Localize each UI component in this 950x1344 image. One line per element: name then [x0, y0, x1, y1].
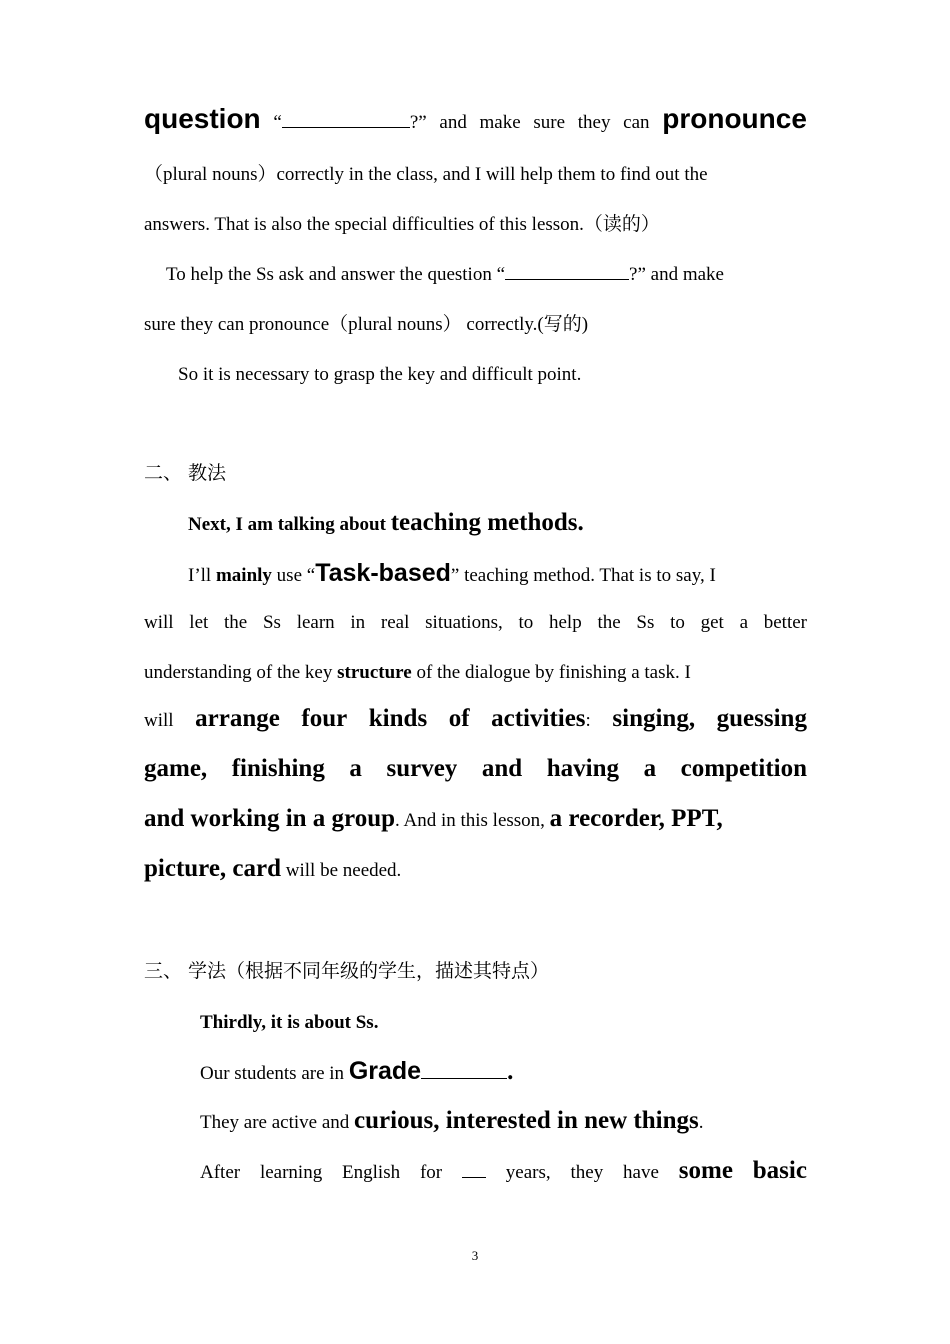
- keyword-mainly: mainly: [215, 565, 272, 586]
- teaching-para-1: I’ll mainly use “Task-based” teaching method. That is to say, I: [188, 559, 716, 587]
- keyword-teaching-methods: teaching methods.: [390, 509, 584, 536]
- text-line-2: （plural nouns）correctly in the class, and I will help them to find out the: [144, 164, 708, 185]
- teaching-para-6: and working in a group. And in this lesson, a recorder, PPT,: [144, 805, 723, 832]
- text-line-5: sure they can pronounce（plural nouns） correctly.(写的): [144, 314, 589, 335]
- teaching-para-5: game, finishing a survey and having a competition: [144, 755, 807, 782]
- keyword-question: question: [144, 103, 261, 134]
- word: sure: [533, 112, 566, 133]
- open-quote: “ ?”: [273, 112, 427, 133]
- keyword-task-based: Task-based: [315, 559, 451, 587]
- grade-blank: [421, 1077, 507, 1079]
- teaching-intro: [188, 508, 807, 540]
- word: and: [439, 112, 467, 133]
- years-blank: [462, 1176, 486, 1178]
- intro-text: Next, I am talking about: [188, 514, 386, 535]
- question-lead: To help the Ss ask and answer the question “ ?” and make: [166, 264, 724, 285]
- section-heading-learning: 三、 学法（根据不同年级的学生，描述其特点）: [144, 960, 550, 982]
- learning-years-line: After learning English for years, they have some basic: [200, 1157, 807, 1184]
- keyword-curious: curious, interested in new things: [354, 1107, 699, 1134]
- word: can: [623, 112, 650, 133]
- word: make: [479, 112, 521, 133]
- keyword-pronounce: pronounce: [662, 103, 807, 134]
- text-line-3: answers. That is also the special difficulties of this lesson.（读的）: [144, 214, 660, 235]
- answer-blank: [505, 278, 629, 280]
- keyword-structure: structure: [337, 662, 412, 683]
- active-line: They are active and curious, interested in new things.: [200, 1107, 704, 1134]
- word: they: [577, 112, 611, 133]
- learning-intro: Thirdly, it is about Ss.: [200, 1012, 379, 1033]
- teaching-para-7: picture, card will be needed.: [144, 855, 402, 882]
- grade-line: Our students are in Grade .: [200, 1057, 514, 1085]
- answer-blank: [282, 126, 410, 128]
- teaching-para-4: will arrange four kinds of activities: singing, guessing: [144, 705, 807, 732]
- keyword-grade: Grade: [348, 1057, 422, 1085]
- teaching-para-2: will let the Ss learn in real situations, to help the Ss to get a better: [144, 612, 807, 633]
- page-number: 3: [471, 1248, 479, 1263]
- teaching-para-3: understanding of the key structure of the dialogue by finishing a task. I: [144, 662, 691, 683]
- section-heading-teaching: 二、 教法: [144, 462, 227, 484]
- text-line-1: [144, 104, 807, 138]
- text-line-4: [166, 260, 807, 290]
- text-line-6: So it is necessary to grasp the key and difficult point.: [178, 364, 582, 385]
